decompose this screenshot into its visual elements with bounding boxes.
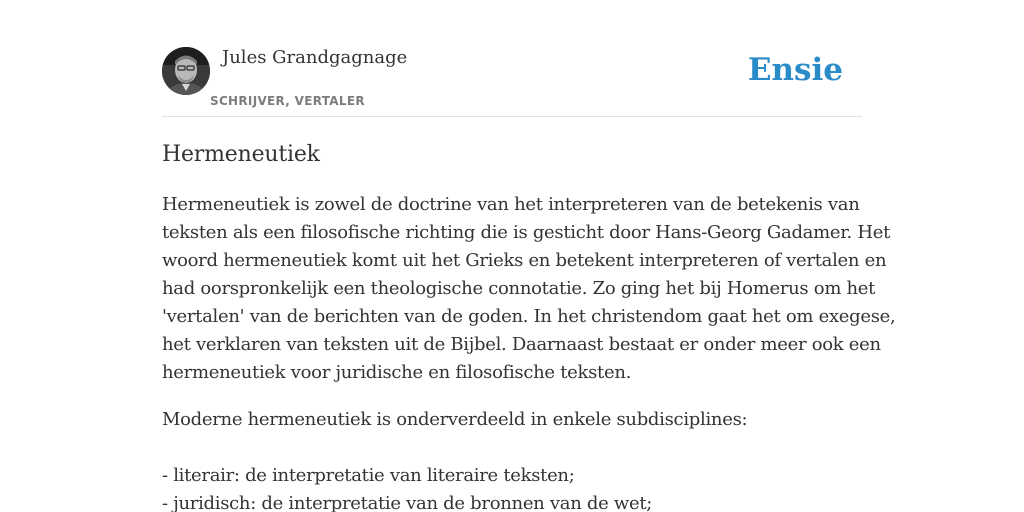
paragraph-line: teksten als een filosofische richting die is gesticht door Hans-Georg Gadamer. Het [162,222,891,243]
paragraph-line: had oorspronkelijk een theologische connotatie. Zo ging het bij Homerus om het [162,278,876,299]
author-role: SCHRIJVER, VERTALER [210,94,365,108]
article-paragraph-2: Moderne hermeneutiek is onderverdeeld in enkele subdisciplines: [162,409,748,430]
paragraph-line: 'vertalen' van de berichten van de goden. In het christendom gaat het om exegese, [162,306,896,327]
paragraph-line: Hermeneutiek is zowel de doctrine van het interpreteren van de betekenis van [162,194,860,215]
list-item: - literair: de interpretatie van literaire teksten; [162,465,575,486]
article-paragraph-1 [162,191,896,387]
author-header [162,46,862,117]
ensie-logo[interactable]: Ensie [747,52,843,88]
paragraph-line: woord hermeneutiek komt uit het Grieks en betekent interpreteren of vertalen en [162,250,887,271]
article [162,140,896,512]
list-item: - juridisch: de interpretatie van de bronnen van de wet; [162,493,653,512]
paragraph-line: het verklaren van teksten uit de Bijbel. Daarnaast bestaat er onder meer ook een [162,334,881,355]
author-name[interactable]: Jules Grandgagnage [222,47,408,68]
paragraph-line: hermeneutiek voor juridische en filosofische teksten. [162,362,632,383]
avatar-portrait-icon [162,47,210,95]
avatar[interactable] [162,47,210,95]
article-title: Hermeneutiek [162,142,320,167]
subdiscipline-list [162,462,862,512]
